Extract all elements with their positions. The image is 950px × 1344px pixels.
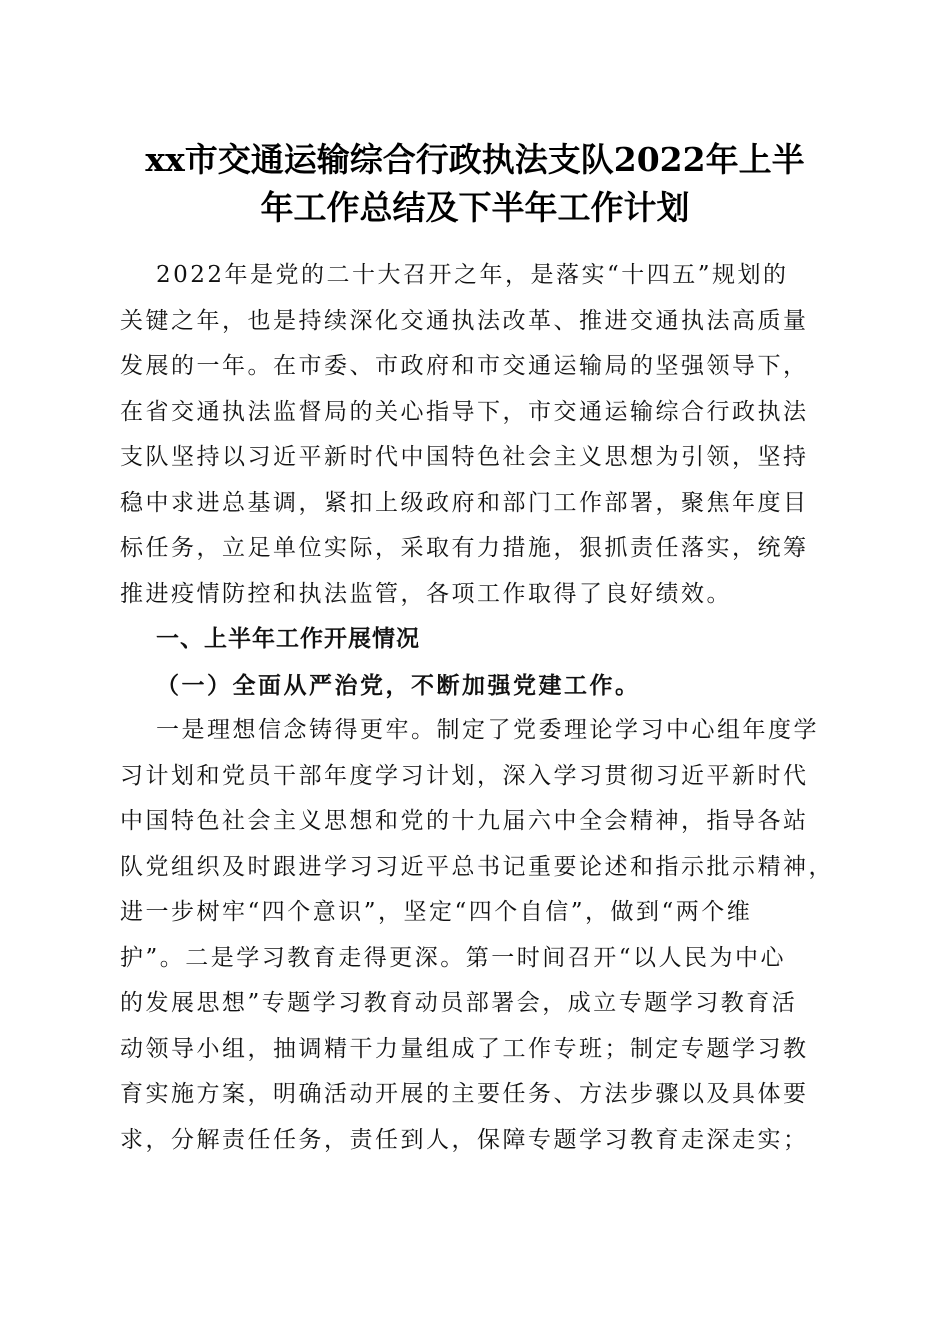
intro-line: 发展的一年。在市委、市政府和市交通运输局的坚强领导下， <box>120 353 809 379</box>
title-line-1: xx市交通运输综合行政执法支队2022年上半 <box>145 140 805 179</box>
section-heading: 一、上半年工作开展情况 <box>156 626 420 652</box>
body-line: 的发展思想”专题学习教育动员部署会，成立专题学习教育活 <box>120 990 798 1016</box>
title-line-2: 年工作总结及下半年工作计划 <box>260 188 690 227</box>
intro-line: 关键之年，也是持续深化交通执法改革、推进交通执法高质量 <box>120 307 809 334</box>
body-line: 一是理想信念铸得更牢。制定了党委理论学习中心组年度学 <box>156 717 819 743</box>
body-line: 中国特色社会主义思想和党的十九届六中全会精神，指导各站 <box>120 808 809 834</box>
body-line: 队党组织及时跟进学习习近平总书记重要论述和指示批示精神， <box>120 853 834 880</box>
body-line: 进一步树牢“四个意识”，坚定“四个自信”，做到“两个维 <box>120 899 753 925</box>
body-line: 求，分解责任任务，责任到人，保障专题学习教育走深走实； <box>120 1126 809 1153</box>
intro-line: 支队坚持以习近平新时代中国特色社会主义思想为引领，坚持 <box>120 444 809 470</box>
body-line: 育实施方案，明确活动开展的主要任务、方法步骤以及具体要 <box>120 1081 809 1107</box>
document-title <box>100 136 850 232</box>
intro-paragraph <box>120 253 835 617</box>
intro-line: 稳中求进总基调，紧扣上级政府和部门工作部署，聚焦年度目 <box>120 489 809 516</box>
intro-line: 在省交通执法监督局的关心指导下，市交通运输综合行政执法 <box>120 398 809 425</box>
body-line: 动领导小组，抽调精干力量组成了工作专班；制定专题学习教 <box>120 1035 809 1062</box>
intro-line: 2022年是党的二十大召开之年，是落实“十四五”规划的 <box>156 262 789 288</box>
body-line: 习计划和党员干部年度学习计划，深入学习贯彻习近平新时代 <box>120 762 809 789</box>
subsection-heading: （一）全面从严治党，不断加强党建工作。 <box>156 671 641 699</box>
body-paragraph <box>120 708 835 1163</box>
body-line: 护”。二是学习教育走得更深。第一时间召开“以人民为中心 <box>120 944 787 971</box>
intro-line: 标任务，立足单位实际，采取有力措施，狠抓责任落实，统筹 <box>120 535 809 561</box>
intro-line: 推进疫情防控和执法监管，各项工作取得了良好绩效。 <box>120 580 732 607</box>
document-body <box>120 253 835 1163</box>
